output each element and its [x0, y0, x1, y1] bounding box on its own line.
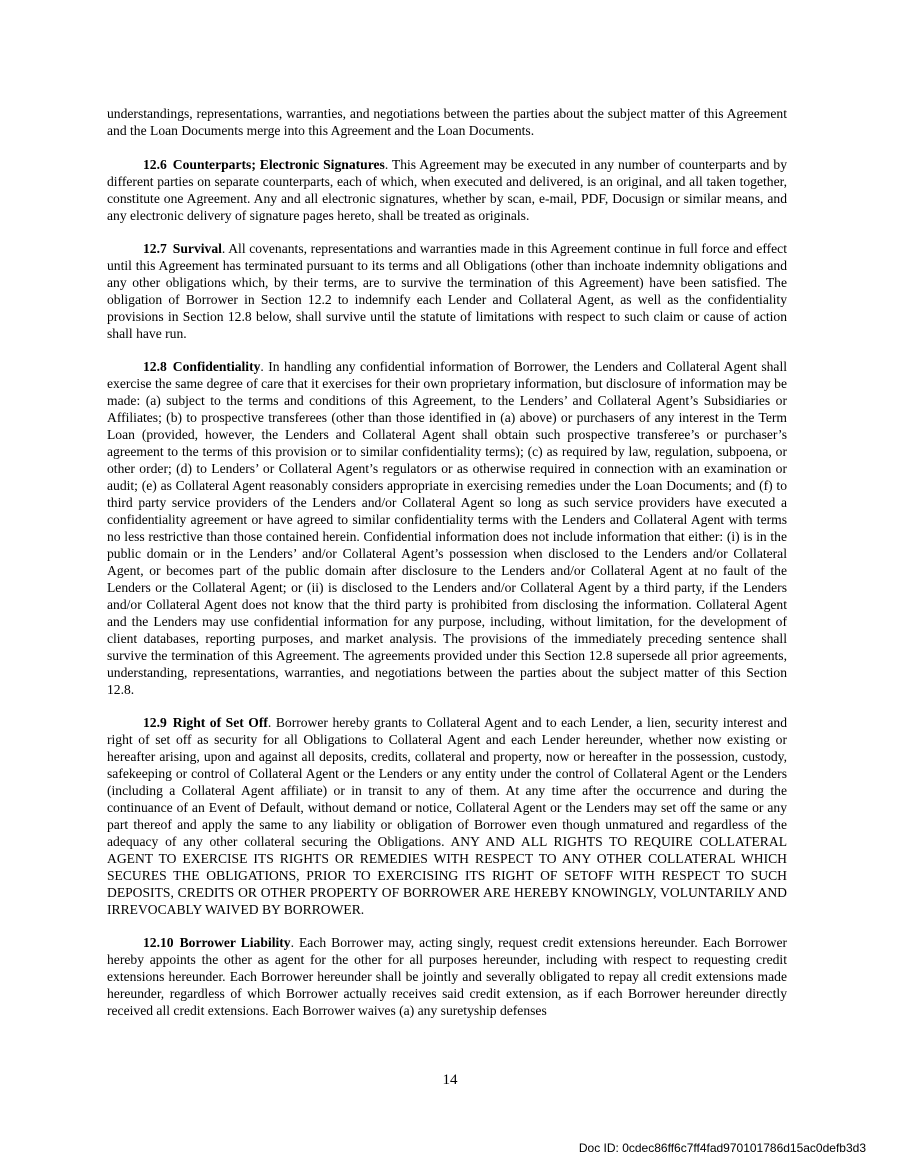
section-title: Borrower Liability [179, 935, 291, 950]
section-12-7 [107, 240, 787, 342]
section-body: . Each Borrower may, acting singly, request credit extensions hereunder. Each Borrower hereby appoints the other as agent for the other for all purposes hereunder, including with respect to requesting credit extensions hereunder. Each Borrower hereunder shall be jointly and severally obligated to repay all credit extensions made hereunder, regardless of which Borrower actually receives said credit extension, as if each Borrower hereunder directly received all credit extensions. Each Borrower waives (a) any suretyship defenses [107, 935, 787, 1018]
doc-id: Doc ID: 0cdec86ff6c7ff4fad970101786d15ac0defb3d3 [578, 1141, 866, 1155]
section-number: 12.6 [143, 157, 167, 172]
section-number: 12.8 [143, 359, 167, 374]
section-title: Survival [172, 241, 222, 256]
intro-paragraph: understandings, representations, warranties, and negotiations between the parties about the subject matter of this Agreement and the Loan Documents merge into this Agreement and the Loan Documents. [107, 106, 787, 138]
section-body: . This Agreement may be executed in any number of counterparts and by different parties on separate counterparts, each of which, when executed and delivered, is an original, and all taken together, constitute one Agreement. Any and all electronic signatures, whether by scan, e-mail, PDF, Docusign or similar means, and any electronic delivery of signature pages hereto, shall be treated as originals. [107, 157, 787, 223]
section-12-9 [107, 714, 787, 918]
section-body: . Borrower hereby grants to Collateral Agent and to each Lender, a lien, security interest and right of set off as security for all Obligations to Collateral Agent and each Lender hereunder, whether now existing or hereafter arising, upon and against all deposits, credits, collateral and property, now or hereafter in the possession, custody, safekeeping or control of Collateral Agent or the Lenders or any entity under the control of Collateral Agent or the Lenders (including a Collateral Agent affiliate) or in transit to any of them. At any time after the occurrence and during the continuance of an Event of Default, without demand or notice, Collateral Agent or the Lenders may set off the same or any part thereof and apply the same to any liability or obligation of Borrower even though unmatured and regardless of the adequacy of any other collateral securing the Obligations. ANY AND ALL RIGHTS TO REQUIRE COLLATERAL AGENT TO EXERCISE ITS RIGHTS OR REMEDIES WITH RESPECT TO ANY OTHER COLLATERAL WHICH SECURES THE OBLIGATIONS, PRIOR TO EXERCISING ITS RIGHT OF SETOFF WITH RESPECT TO SUCH DEPOSITS, CREDITS OR OTHER PROPERTY OF BORROWER ARE HEREBY KNOWINGLY, VOLUNTARILY AND IRREVOCABLY WAIVED BY BORROWER. [107, 715, 788, 917]
section-12-6 [107, 156, 787, 224]
document-body [107, 105, 787, 1035]
section-number: 12.9 [143, 715, 167, 730]
section-number: 12.10 [143, 935, 174, 950]
page-number: 14 [442, 1072, 458, 1088]
section-number: 12.7 [143, 241, 167, 256]
section-title: Right of Set Off [172, 715, 268, 730]
section-title: Confidentiality [172, 359, 261, 374]
section-title: Counterparts; Electronic Signatures [172, 157, 385, 172]
section-12-8 [107, 358, 787, 698]
section-body: . All covenants, representations and warranties made in this Agreement continue in full force and effect until this Agreement has terminated pursuant to its terms and all Obligations (other than inchoate indemnity obligations and any other obligations which, by their terms, are to survive the termination of this Agreement) have been satisfied. The obligation of Borrower in Section 12.2 to indemnify each Lender and Collateral Agent, as well as the confidentiality provisions in Section 12.8 below, shall survive until the statute of limitations with respect to such claim or cause of action shall have run. [107, 241, 787, 341]
section-12-10 [107, 934, 787, 1019]
section-body: . In handling any confidential information of Borrower, the Lenders and Collateral Agent shall exercise the same degree of care that it exercises for their own proprietary information, but disclosure of information may be made: (a) subject to the terms and conditions of this Agreement, to the Lenders’ and Collateral Agent’s Subsidiaries or Affiliates; (b) to prospective transferees (other than those identified in (a) above) or purchasers of any interest in the Term Loan (provided, however, the Lenders and Collateral Agent shall obtain such prospective transferee’s or purchaser’s agreement to the terms of this provision or to similar confidentiality terms); (c) as required by law, regulation, subpoena, or other order; (d) to Lenders’ or Collateral Agent’s regulators or as otherwise required in connection with an examination or audit; (e) as Collateral Agent reasonably considers appropriate in exercising remedies under the Loan Documents; and (f) to third party service providers of the Lenders and/or Collateral Agent so long as such service providers have executed a confidentiality agreement or have agreed to similar confidentiality terms with the Lenders and Collateral Agent with terms no less restrictive than those contained herein. Confidential information does not include information that either: (i) is in the public domain or in the Lenders’ and/or Collateral Agent’s possession when disclosed to the Lenders and/or Collateral Agent, or becomes part of the public domain after disclosure to the Lenders and/or Collateral Agent at no fault of the Lenders or the Collateral Agent; or (ii) is disclosed to the Lenders and/or Collateral Agent by a third party, if the Lenders and/or Collateral Agent does not know that the third party is prohibited from disclosing the information. Collateral Agent and the Lenders may use confidential information for any purpose, including, without limitation, for the development of client databases, reporting purposes, and market analysis. The provisions of the immediately preceding sentence shall survive the termination of this Agreement. The agreements provided under this Section 12.8 supersede all prior agreements, understanding, representations, warranties, and negotiations between the parties about the subject matter of this Section 12.8. [107, 359, 787, 697]
